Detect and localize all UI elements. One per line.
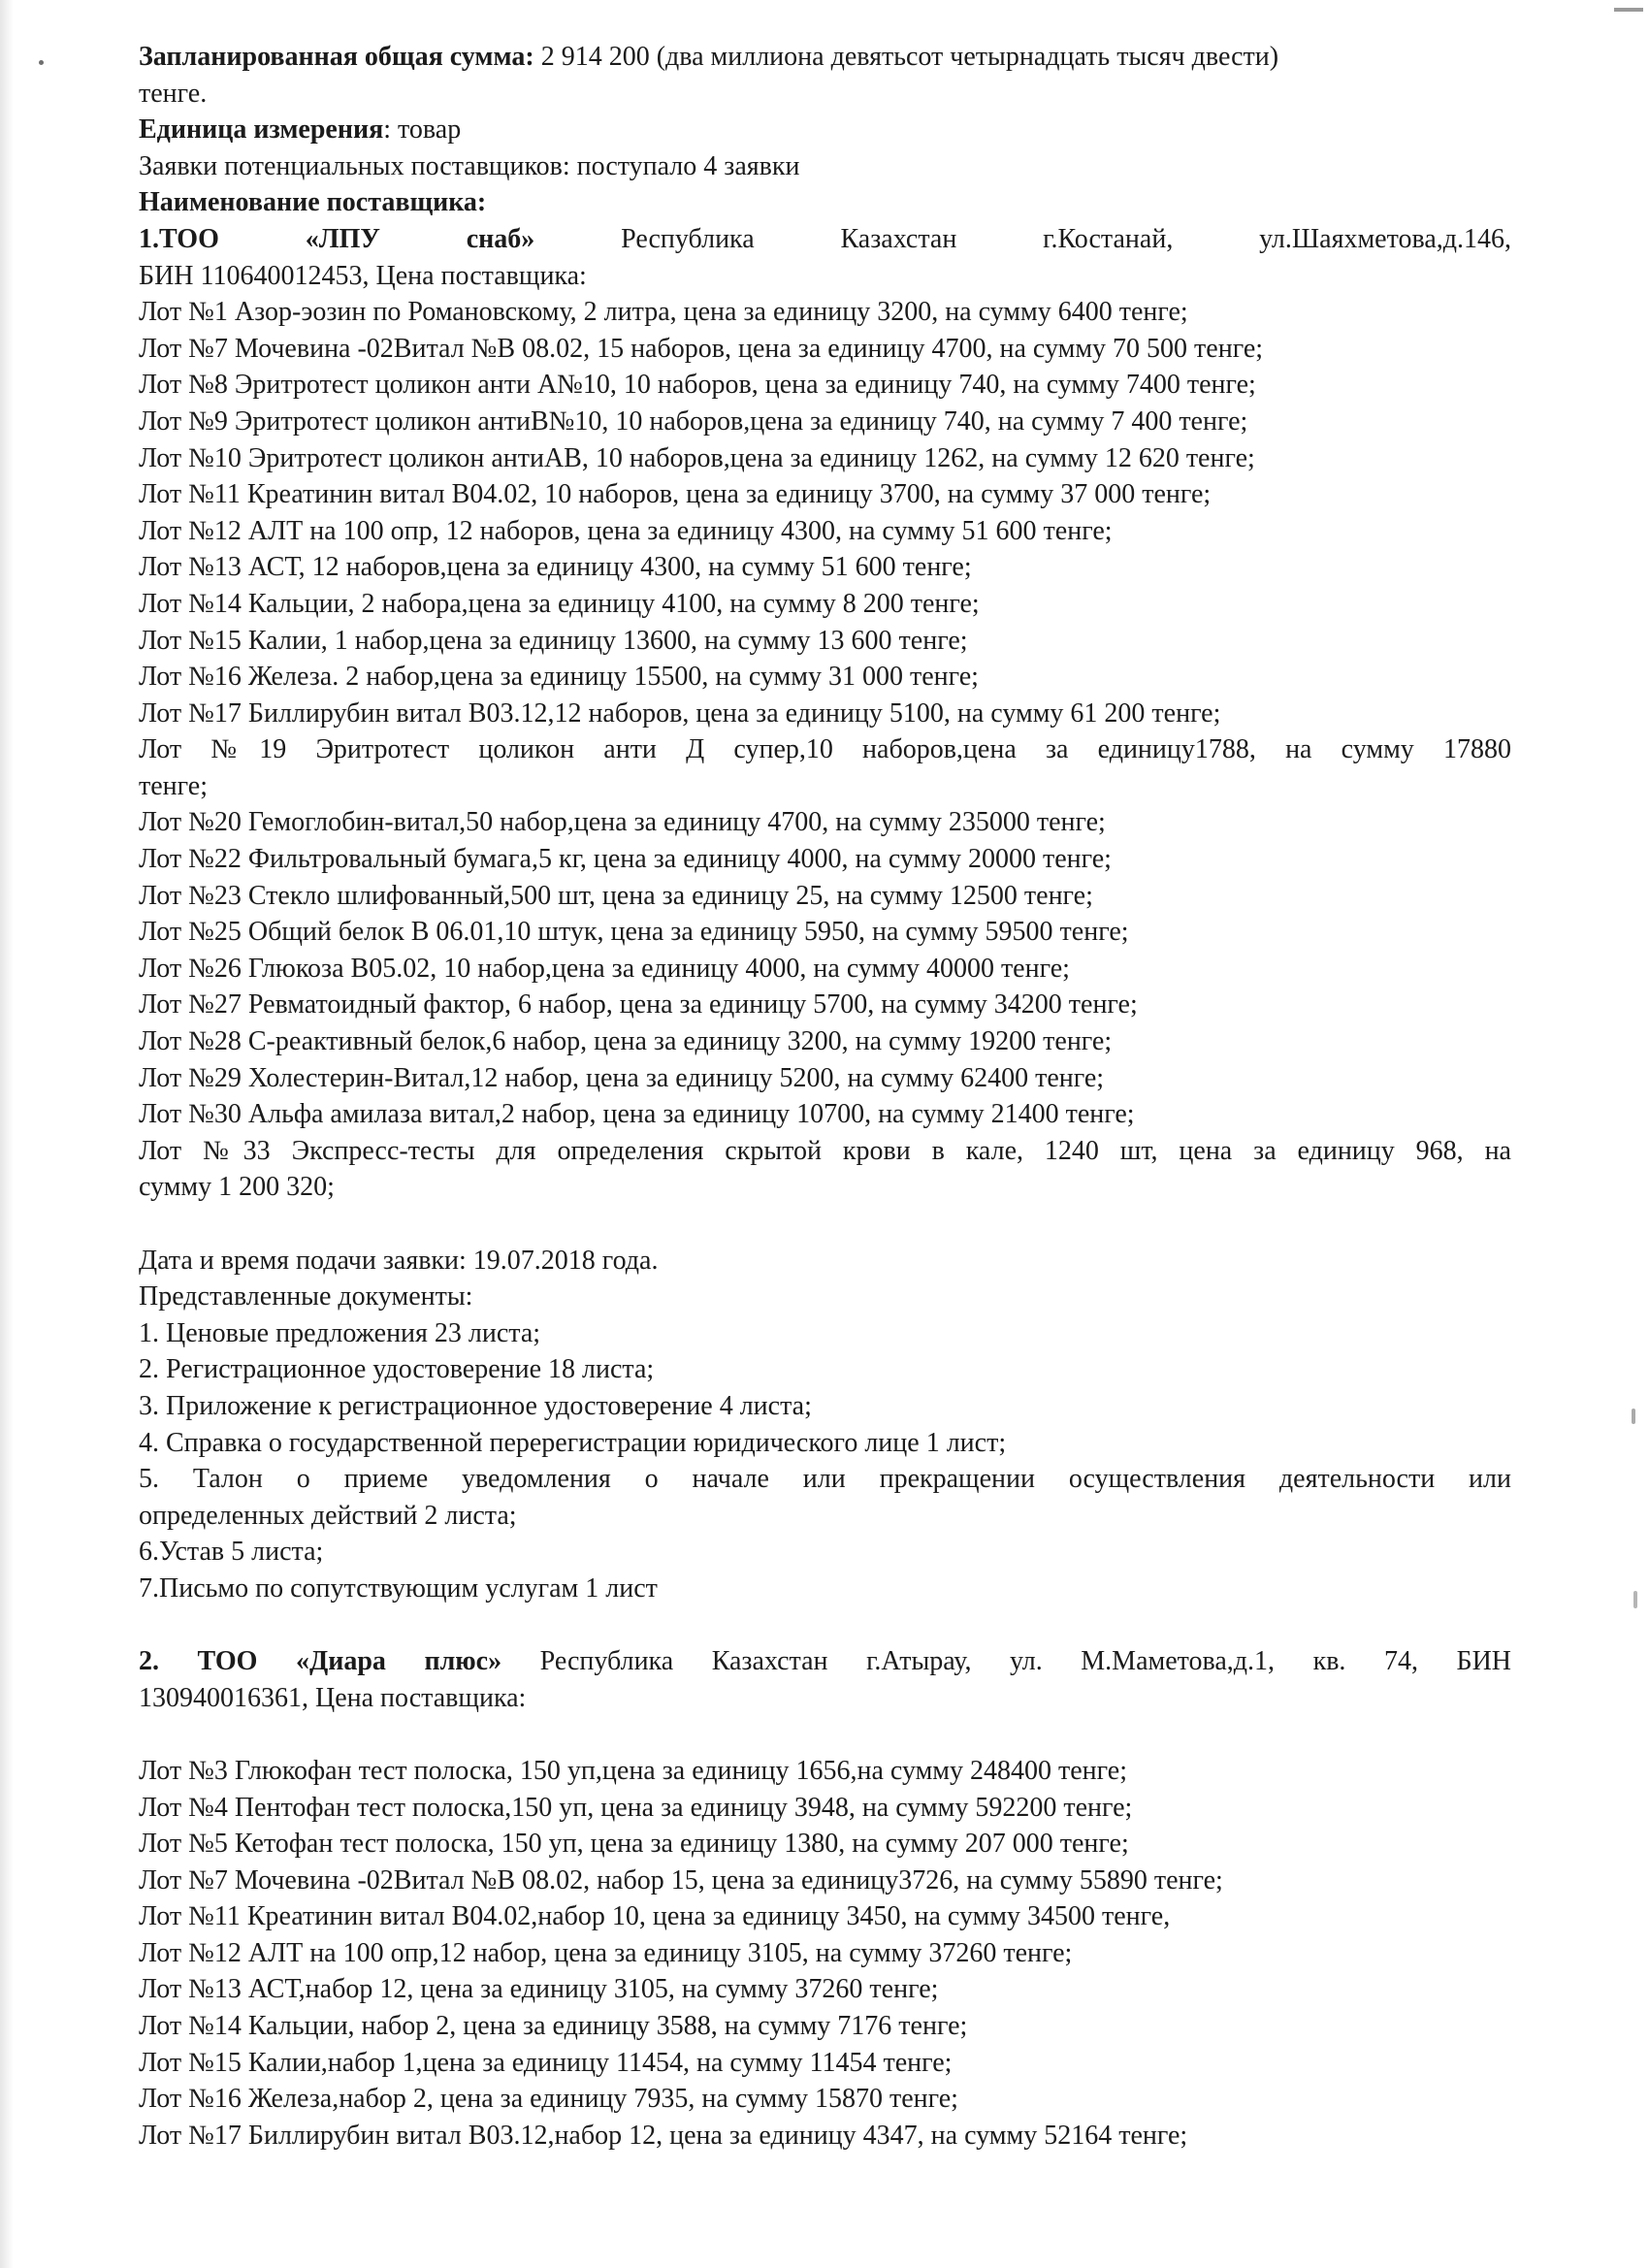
list-item: Лот №23 Стекло шлифованный,500 шт, цена за единицу 25, на сумму 12500 тенге; xyxy=(139,880,1093,911)
list-item: Лот №26 Глюкоза В05.02, 10 набор,цена за единицу 4000, на сумму 40000 тенге; xyxy=(139,953,1070,984)
list-item: Лот №4 Пентофан тест полоска,150 уп, цена за единицу 3948, на сумму 592200 тенге; xyxy=(139,1792,1133,1823)
scan-speck xyxy=(39,60,44,65)
list-item: Лот №11 Креатинин витал В04.02, 10 наборов, цена за единицу 3700, на сумму 37 000 тенге; xyxy=(139,479,1212,510)
list-item: Лот №33 Экспресс-тесты для определения скрытой крови в кале, 1240 шт, цена за единицу 968, на xyxy=(139,1135,1511,1166)
list-item: Лот №5 Кетофан тест полоска, 150 уп, цена за единицу 1380, на сумму 207 000 тенге; xyxy=(139,1829,1129,1860)
unit-label: Единица измерения xyxy=(139,114,384,146)
supplier1-name: 1.ТОО «ЛПУ снаб» xyxy=(139,223,535,254)
list-item: Лот №20 Гемоглобин-витал,50 набор,цена за единицу 4700, на сумму 235000 тенге; xyxy=(139,807,1106,838)
document-item: 1. Ценовые предложения 23 листа; xyxy=(139,1317,541,1348)
list-item: Лот №30 Альфа амилаза витал,2 набор, цена за единицу 10700, на сумму 21400 тенге; xyxy=(139,1099,1135,1130)
list-item: Лот №16 Железа,набор 2, цена за единицу 7935, на сумму 15870 тенге; xyxy=(139,2084,958,2115)
total-amount-value: 2 914 200 (два миллиона девятьсот четырнадцать тысяч двести) xyxy=(540,42,1279,72)
document-item-cont: определенных действий 2 листа; xyxy=(139,1500,517,1531)
list-item-cont: тенге; xyxy=(139,770,208,801)
total-amount-label: Запланированная общая сумма: xyxy=(139,42,534,72)
list-item: Лот №11 Креатинин витал В04.02,набор 10, цена за единицу 3450, на сумму 34500 тенге, xyxy=(139,1901,1171,1932)
list-item: Лот №1 Азор-эозин по Романовскому, 2 литра, цена за единицу 3200, на сумму 6400 тенге; xyxy=(139,297,1188,328)
list-item: Лот №22 Фильтровальный бумага,5 кг, цена за единицу 4000, на сумму 20000 тенге; xyxy=(139,844,1112,875)
list-item: Лот №28 С-реактивный белок,6 набор, цена за единицу 3200, на сумму 19200 тенге; xyxy=(139,1026,1113,1057)
total-amount-line xyxy=(139,39,1511,76)
documents-heading: Представленные документы: xyxy=(139,1281,473,1312)
document-item: 6.Устав 5 листа; xyxy=(139,1537,324,1568)
list-item: Лот №7 Мочевина -02Витал №В 08.02, 15 наборов, цена за единицу 4700, на сумму 70 500 тенге; xyxy=(139,333,1264,364)
supplier2-address: Республика Казахстан г.Атырау, ул. М.Маметова,д.1, кв. 74, БИН xyxy=(539,1646,1512,1677)
spacer xyxy=(139,1607,1511,1644)
list-item: Лот №14 Кальции, набор 2, цена за единицу 3588, на сумму 7176 тенге; xyxy=(139,2011,968,2042)
document-item: 4. Справка о государственной перерегистрации юридического лице 1 лист; xyxy=(139,1427,1007,1458)
list-item: Лот №9 Эритротест цоликон антиВ№10, 10 наборов,цена за единицу 740, на сумму 7 400 тенге; xyxy=(139,405,1248,437)
list-item: Лот №7 Мочевина -02Витал №В 08.02, набор 15, цена за единицу3726, на сумму 55890 тенге; xyxy=(139,1864,1223,1895)
list-item-cont: сумму 1 200 320; xyxy=(139,1172,335,1203)
spacer xyxy=(139,1716,1511,1753)
list-item: Лот №13 АСТ, 12 наборов,цена за единицу 4300, на сумму 51 600 тенге; xyxy=(139,552,972,583)
list-item: Лот №15 Калии,набор 1,цена за единицу 11454, на сумму 11454 тенге; xyxy=(139,2047,953,2078)
supplier2-header xyxy=(139,1643,1511,1680)
scan-speck xyxy=(1633,1591,1637,1608)
supplier1-address: Республика Казахстан г.Костанай, ул.Шаяхметова,д.146, xyxy=(621,223,1511,254)
document-item: 3. Приложение к регистрационное удостоверение 4 листа; xyxy=(139,1390,812,1421)
list-item: Лот №13 АСТ,набор 12, цена за единицу 3105, на сумму 37260 тенге; xyxy=(139,1974,939,2005)
supplier2-name: 2. ТОО «Диара плюс» xyxy=(139,1646,502,1677)
list-item: Лот №17 Биллирубин витал В03.12,набор 12, цена за единицу 4347, на сумму 52164 тенге; xyxy=(139,2120,1188,2151)
list-item: Лот №25 Общий белок В 06.01,10 штук, цена за единицу 5950, на сумму 59500 тенге; xyxy=(139,917,1129,948)
list-item: Лот №15 Калии, 1 набор,цена за единицу 13600, на сумму 13 600 тенге; xyxy=(139,625,968,656)
list-item: Лот №12 АЛТ на 100 опр, 12 наборов, цена за единицу 4300, на сумму 51 600 тенге; xyxy=(139,515,1113,546)
unit-line xyxy=(139,112,1511,148)
list-item: Лот №3 Глюкофан тест полоска, 150 уп,цена за единицу 1656,на сумму 248400 тенге; xyxy=(139,1755,1127,1786)
document-item: 5. Талон о приеме уведомления о начале или прекращении осуществления деятельности или xyxy=(139,1464,1511,1495)
document-item: 2. Регистрационное удостоверение 18 листа; xyxy=(139,1354,655,1385)
list-item: Лот №16 Железа. 2 набор,цена за единицу 15500, на сумму 31 000 тенге; xyxy=(139,662,979,693)
list-item: Лот №19 Эритротест цоликон анти Д супер,10 наборов,цена за единицу1788, на сумму 17880 xyxy=(139,734,1511,765)
list-item: Лот №12 АЛТ на 100 опр,12 набор, цена за единицу 3105, на сумму 37260 тенге; xyxy=(139,1937,1073,1968)
list-item: Лот №10 Эритротест цоликон антиАВ, 10 наборов,цена за единицу 1262, на сумму 12 620 тенге; xyxy=(139,442,1255,473)
spacer xyxy=(139,1206,1511,1243)
document-page xyxy=(139,39,1511,2154)
list-item: Лот №17 Биллирубин витал В03.12,12 наборов, цена за единицу 5100, на сумму 61 200 тенге; xyxy=(139,697,1221,729)
list-item: Лот №27 Ревматоидный фактор, 6 набор, цена за единицу 5700, на сумму 34200 тенге; xyxy=(139,989,1138,1021)
scan-edge-shadow xyxy=(0,0,14,2268)
list-item: Лот №8 Эритротест цоликон анти А№10, 10 наборов, цена за единицу 740, на сумму 7400 тенге; xyxy=(139,370,1256,401)
supplier-heading: Наименование поставщика: xyxy=(139,187,487,218)
list-item: Лот №29 Холестерин-Витал,12 набор, цена за единицу 5200, на сумму 62400 тенге; xyxy=(139,1062,1105,1093)
total-amount-value-cont: тенге. xyxy=(139,78,208,109)
document-item: 7.Письмо по сопутствующим услугам 1 лист xyxy=(139,1572,658,1604)
submission-date: Дата и время подачи заявки: 19.07.2018 года. xyxy=(139,1245,659,1276)
supplier1-bin: БИН 110640012453, Цена поставщика: xyxy=(139,260,587,291)
list-item: Лот №14 Кальции, 2 набора,цена за единицу 4100, на сумму 8 200 тенге; xyxy=(139,588,980,619)
supplier1-header xyxy=(139,221,1511,258)
applications-line: Заявки потенциальных поставщиков: поступало 4 заявки xyxy=(139,150,800,181)
supplier2-bin: 130940016361, Цена поставщика: xyxy=(139,1682,527,1713)
scan-speck xyxy=(1632,1409,1635,1424)
scan-corner-mark xyxy=(1614,8,1643,12)
unit-value: : товар xyxy=(383,114,462,146)
